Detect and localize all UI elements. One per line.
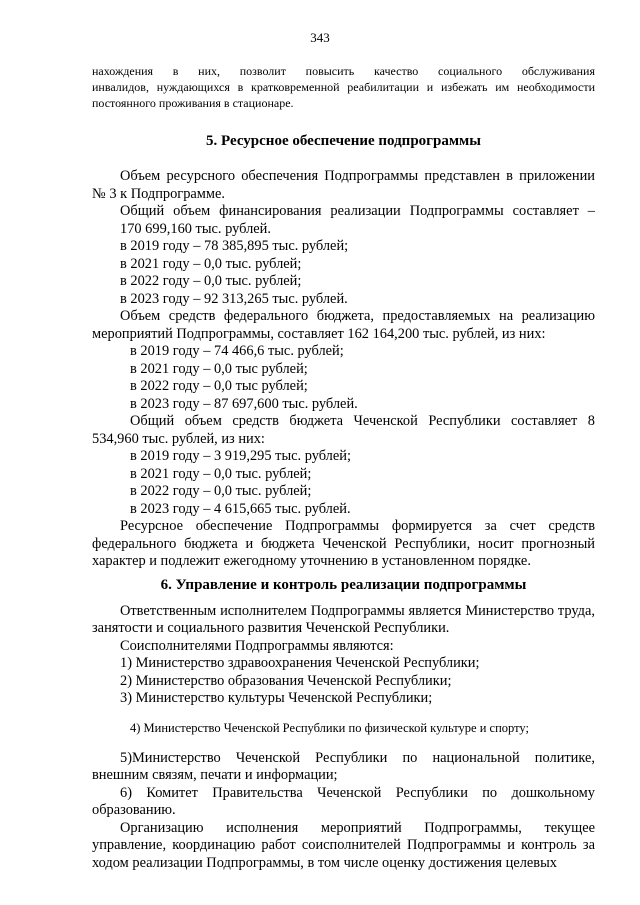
s5-regional-year: в 2021 году – 0,0 тыс. рублей;: [130, 465, 312, 482]
s5-total-year: в 2023 году – 92 313,265 тыс. рублей.: [120, 290, 348, 307]
s6-coexecutor-item: 3) Министерство культуры Чеченской Республики;: [120, 690, 433, 706]
s6-paragraph-2: Соисполнителями Подпрограммы являются:: [120, 637, 394, 654]
page-number: 343: [310, 30, 330, 45]
s5-regional-year: в 2022 году – 0,0 тыс. рублей;: [130, 483, 312, 499]
section-6-heading: 6. Управление и контроль реализации подпрограммы: [160, 576, 527, 593]
intro-line-1: нахождения в них, позволит повысить качество социального обслуживания: [92, 64, 595, 78]
s5-paragraph-1: Объем ресурсного обеспечения Подпрограммы представлен в приложении № 3 к Подпрограмме.: [92, 168, 595, 202]
s5-regional-year: в 2019 году – 3 919,295 тыс. рублей;: [130, 448, 351, 464]
s5-paragraph-2a: Общий объем финансирования реализации Подпрограммы составляет –: [120, 203, 595, 219]
s5-federal-year: в 2019 году – 74 466,6 тыс. рублей;: [130, 343, 344, 359]
s6-paragraph-1: Ответственным исполнителем Подпрограммы является Министерство труда, занятости и социального развития Чеченской Республики.: [92, 602, 595, 636]
section-5-heading: 5. Ресурсное обеспечение подпрограммы: [206, 133, 481, 149]
s5-paragraph-3: Объем средств федерального бюджета, предоставляемых на реализацию мероприятий Подпрограммы, составляет 162 164,200 тыс. рублей, из них:: [92, 308, 595, 342]
s6-coexecutor-item-4: 4) Министерство Чеченской Республики по физической культуре и спорту;: [130, 721, 529, 735]
intro-line-2: инвалидов, нуждающихся в кратковременной реабилитации и избежать им необходимости постоянного проживания в стационаре.: [92, 80, 595, 110]
s6-coexecutor-item-6: 6) Комитет Правительства Чеченской Республики по дошкольному образованию.: [92, 784, 595, 818]
s5-federal-year: в 2023 году – 87 697,600 тыс. рублей.: [130, 395, 358, 412]
document-page: [92, 63, 595, 872]
s5-federal-year: в 2021 году – 0,0 тыс рублей;: [130, 360, 308, 377]
s5-paragraph-5: Ресурсное обеспечение Подпрограммы формируется за счет средств федерального бюджета и бюджета Чеченской Республики, носит прогнозный характер и подлежит ежегодному уточнению в установленном порядке.: [92, 518, 595, 569]
s6-coexecutor-item-5: 5)Министерство Чеченской Республики по национальной политике, внешним связям, печати и информации;: [92, 749, 595, 783]
s5-total-year: в 2019 году – 78 385,895 тыс. рублей;: [120, 238, 349, 254]
s5-paragraph-4: Общий объем средств бюджета Чеченской Республики составляет 8 534,960 тыс. рублей, из них:: [92, 413, 595, 447]
s6-coexecutor-item: 1) Министерство здравоохранения Чеченской Республики;: [120, 655, 480, 671]
s5-paragraph-2b: 170 699,160 тыс. рублей.: [120, 220, 271, 237]
s5-total-year: в 2022 году – 0,0 тыс. рублей;: [120, 273, 302, 289]
s5-total-year: в 2021 году – 0,0 тыс. рублей;: [120, 255, 302, 272]
s6-coexecutor-item: 2) Министерство образования Чеченской Республики;: [120, 672, 452, 689]
s6-paragraph-3: Организацию исполнения мероприятий Подпрограммы, текущее управление, координацию работ соисполнителей Подпрограммы и контроль за ходом реализации Подпрограммы, в том числе оценку достижения целевых: [92, 819, 595, 871]
s5-regional-year: в 2023 году – 4 615,665 тыс. рублей.: [130, 500, 351, 517]
s5-federal-year: в 2022 году – 0,0 тыс рублей;: [130, 378, 308, 394]
